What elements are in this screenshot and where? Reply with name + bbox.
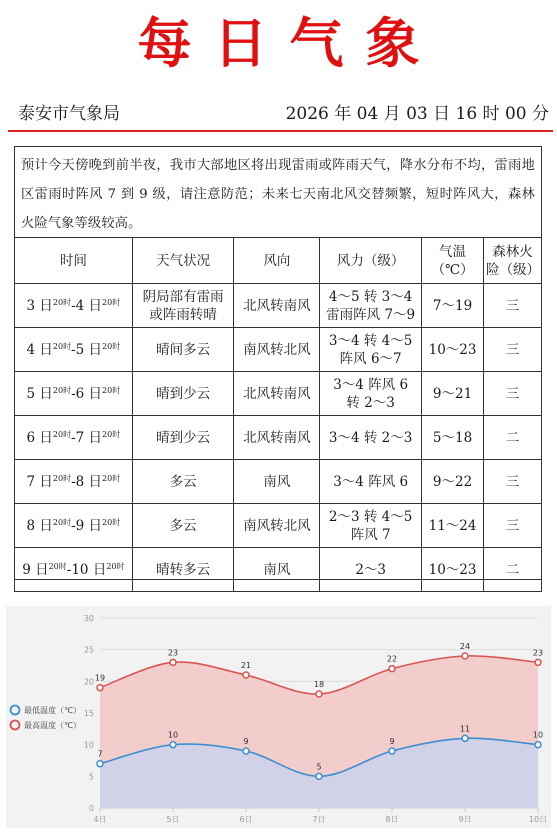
date-label: 7 日 — [75, 429, 103, 446]
weather-text: 多云 — [169, 517, 197, 534]
x-tick-label: 8日 — [385, 815, 399, 824]
cell-temperature: 10～23 — [422, 328, 484, 372]
date-label: 4 日 — [75, 297, 103, 314]
wind-force-text: 2～3 — [355, 561, 386, 578]
low-temp-point — [535, 742, 541, 748]
y-tick-label: 0 — [88, 804, 94, 813]
wind-force-text: 2～3 转 4～5 — [328, 508, 413, 525]
date-label: 8 日 — [75, 473, 103, 490]
x-tick-label: 9日 — [458, 815, 472, 824]
high-temp-data-label: 18 — [313, 680, 325, 689]
y-tick-label: 25 — [83, 645, 94, 655]
wind-force-text: 转 2～3 — [346, 394, 395, 411]
date-label: 9 日 — [75, 517, 103, 534]
cell-wind-direction: 北风转南风 — [234, 284, 320, 328]
col-header-fire-risk-line2: 险（级） — [486, 261, 541, 278]
date-label: 10 日 — [71, 561, 107, 578]
x-tick-label: 7日 — [312, 815, 326, 824]
cell-temperature: 11～24 — [422, 504, 484, 548]
low-temp-point — [170, 742, 176, 748]
low-temp-point — [97, 761, 103, 767]
hour-mark: 20时 — [52, 297, 72, 307]
cell-wind-force — [320, 416, 422, 460]
cell-fire-risk: 三 — [484, 284, 542, 328]
cell-fire-risk: 二 — [484, 416, 542, 460]
cell-wind-force — [320, 372, 422, 416]
col-header-time: 时间 — [15, 238, 133, 284]
date-label: 6 日 — [26, 429, 53, 446]
table-row — [15, 548, 542, 592]
cell-temperature: 7～19 — [422, 284, 484, 328]
cell-fire-risk: 三 — [484, 328, 542, 372]
cell-temperature: 10～23 — [422, 548, 484, 592]
x-tick-label: 10日 — [528, 815, 548, 824]
hour-mark: 20时 — [52, 341, 72, 351]
cell-time — [15, 460, 133, 504]
wind-force-text: 3～4 转 4～5 — [328, 332, 413, 349]
temperature-chart-svg — [6, 606, 551, 828]
date-separator: - — [71, 341, 76, 358]
high-temp-data-label: 23 — [167, 648, 179, 658]
low-temp-data-label: 11 — [459, 724, 471, 734]
header-meta — [18, 98, 549, 124]
cell-time — [15, 372, 133, 416]
hour-mark: 20时 — [102, 341, 121, 351]
col-header-fire-risk-line1: 森林火 — [492, 243, 533, 260]
wind-force-text: 3～4 转 2～3 — [328, 429, 413, 446]
cell-wind-force — [320, 548, 422, 592]
date-label: 6 日 — [75, 385, 103, 402]
date-label: 8 日 — [26, 517, 53, 534]
high-temp-point — [170, 659, 176, 665]
legend-label: 最高温度（℃） — [24, 721, 81, 730]
y-tick-label: 10 — [83, 740, 94, 750]
weather-text: 晴间多云 — [156, 341, 211, 358]
cell-wind-force — [320, 504, 422, 548]
col-header-weather: 天气状况 — [132, 238, 234, 284]
cell-temperature: 9～22 — [422, 460, 484, 504]
low-temp-point — [243, 748, 249, 754]
forecast-rows — [15, 284, 542, 592]
legend-marker — [11, 706, 20, 715]
cell-wind-force — [320, 460, 422, 504]
col-header-temperature — [422, 238, 484, 284]
wind-force-text: 3～4 阵风 6 — [333, 376, 409, 393]
cell-wind-force — [320, 284, 422, 328]
cell-fire-risk: 三 — [484, 372, 542, 416]
page-title: 每日气象 — [137, 11, 442, 75]
high-temp-data-label: 23 — [532, 648, 544, 658]
hour-mark: 20时 — [52, 429, 72, 439]
issue-datetime: 2026 年 04 月 03 日 16 时 00 分 — [285, 104, 549, 124]
wind-force-text: 4～5 转 3～4 — [328, 288, 413, 305]
weather-text: 阴局部有雷雨 — [142, 288, 224, 305]
weather-text: 晴到少云 — [156, 385, 211, 402]
legend-label: 最低温度（℃） — [24, 706, 81, 715]
table-header-row — [15, 238, 542, 284]
y-tick-label: 20 — [83, 677, 94, 687]
weather-text: 晴到少云 — [156, 429, 211, 446]
date-separator: - — [71, 429, 76, 446]
weather-text: 或阵雨转晴 — [149, 306, 217, 323]
forecast-table — [14, 237, 542, 592]
high-temp-point — [389, 666, 395, 672]
date-label: 4 日 — [26, 341, 53, 358]
low-temp-data-label: 9 — [243, 737, 249, 746]
table-row — [15, 460, 542, 504]
low-temp-point — [462, 735, 468, 741]
date-separator: - — [66, 561, 72, 578]
low-temp-data-label: 10 — [532, 730, 544, 740]
cell-weather — [132, 284, 234, 328]
cell-fire-risk: 三 — [484, 460, 542, 504]
weather-text: 多云 — [169, 473, 197, 490]
hour-mark: 20时 — [106, 561, 125, 571]
wind-force-text: 阵风 7 — [350, 526, 391, 543]
cell-time — [15, 328, 133, 372]
hour-mark: 20时 — [102, 297, 121, 307]
forecast-panel — [14, 146, 542, 580]
table-row — [15, 416, 542, 460]
agency-name: 泰安市气象局 — [18, 104, 120, 124]
hour-mark: 20时 — [52, 385, 72, 395]
cell-wind-direction: 南风转北风 — [234, 504, 320, 548]
high-temp-data-label: 19 — [94, 673, 106, 683]
low-temp-data-label: 7 — [97, 749, 103, 759]
x-tick-label: 4日 — [93, 815, 107, 824]
cell-wind-force — [320, 328, 422, 372]
cell-wind-direction: 南风转北风 — [234, 328, 320, 372]
cell-temperature: 9～21 — [422, 372, 484, 416]
hour-mark: 20时 — [102, 473, 121, 483]
col-header-wind-force: 风力（级） — [320, 238, 422, 284]
hour-mark: 20时 — [52, 517, 72, 527]
cell-weather — [132, 504, 234, 548]
hour-mark: 20时 — [102, 385, 121, 395]
hour-mark: 20时 — [102, 429, 121, 439]
col-header-temperature-line2: （℃） — [431, 261, 474, 278]
hour-mark: 20时 — [48, 561, 67, 571]
high-temp-point — [316, 691, 322, 697]
date-separator: - — [71, 297, 76, 314]
hour-mark: 20时 — [102, 517, 121, 527]
x-tick-label: 5日 — [166, 815, 180, 824]
high-temp-point — [243, 672, 249, 678]
cell-time — [15, 548, 133, 592]
date-separator: - — [71, 517, 76, 534]
date-label: 5 日 — [26, 385, 53, 402]
cell-time — [15, 416, 133, 460]
cell-weather — [132, 372, 234, 416]
table-row — [15, 372, 542, 416]
cell-weather — [132, 416, 234, 460]
cell-weather — [132, 328, 234, 372]
high-temp-data-label: 24 — [459, 642, 471, 651]
hour-mark: 20时 — [52, 473, 72, 483]
cell-weather — [132, 548, 234, 592]
cell-wind-direction: 南风 — [234, 460, 320, 504]
cell-wind-direction: 北风转南风 — [234, 372, 320, 416]
cell-time — [15, 504, 133, 548]
y-tick-label: 5 — [88, 772, 94, 782]
high-temp-data-label: 21 — [240, 661, 252, 670]
high-temp-point — [462, 653, 468, 659]
legend-marker — [11, 721, 20, 730]
wind-force-text: 阵风 6～7 — [339, 350, 402, 367]
x-tick-label: 6日 — [239, 815, 253, 824]
temperature-chart — [6, 606, 551, 828]
high-temp-point — [535, 659, 541, 665]
cell-time — [15, 284, 133, 328]
col-header-temperature-line1: 气温 — [439, 243, 467, 260]
y-tick-label: 30 — [83, 614, 94, 623]
forecast-summary: 预计今天傍晚到前半夜，我市大部地区将出现雷雨或阵雨天气，降水分布不均，雷雨地区雷雨时阵风 7 到 9 级，请注意防范；未来七天南北风交替频繁，短时阵风大，森林火险气象等级较高。 — [21, 158, 535, 231]
table-row — [15, 504, 542, 548]
col-header-fire-risk — [484, 238, 542, 284]
table-row — [15, 284, 542, 328]
low-temp-point — [316, 773, 322, 779]
cell-fire-risk: 二 — [484, 548, 542, 592]
high-temp-point — [97, 685, 103, 691]
weather-text: 晴转多云 — [156, 561, 211, 578]
date-label: 9 日 — [22, 561, 49, 578]
wind-force-text: 雷雨阵风 7～9 — [326, 306, 416, 323]
high-temp-data-label: 22 — [386, 654, 398, 664]
wind-force-text: 3～4 阵风 6 — [333, 473, 409, 490]
cell-temperature: 5～18 — [422, 416, 484, 460]
date-label: 5 日 — [75, 341, 103, 358]
header-divider — [8, 130, 553, 132]
date-separator: - — [71, 473, 76, 490]
col-header-wind-direction: 风向 — [234, 238, 320, 284]
cell-wind-direction: 南风 — [234, 548, 320, 592]
date-label: 7 日 — [26, 473, 53, 490]
cell-fire-risk: 三 — [484, 504, 542, 548]
cell-weather — [132, 460, 234, 504]
low-temp-data-label: 9 — [389, 737, 395, 746]
low-temp-data-label: 10 — [167, 730, 179, 740]
table-row — [15, 328, 542, 372]
cell-wind-direction: 北风转南风 — [234, 416, 320, 460]
date-separator: - — [71, 385, 76, 402]
y-tick-label: 15 — [83, 709, 94, 718]
low-temp-data-label: 5 — [316, 762, 322, 772]
low-temp-point — [389, 748, 395, 754]
date-label: 3 日 — [26, 297, 53, 314]
